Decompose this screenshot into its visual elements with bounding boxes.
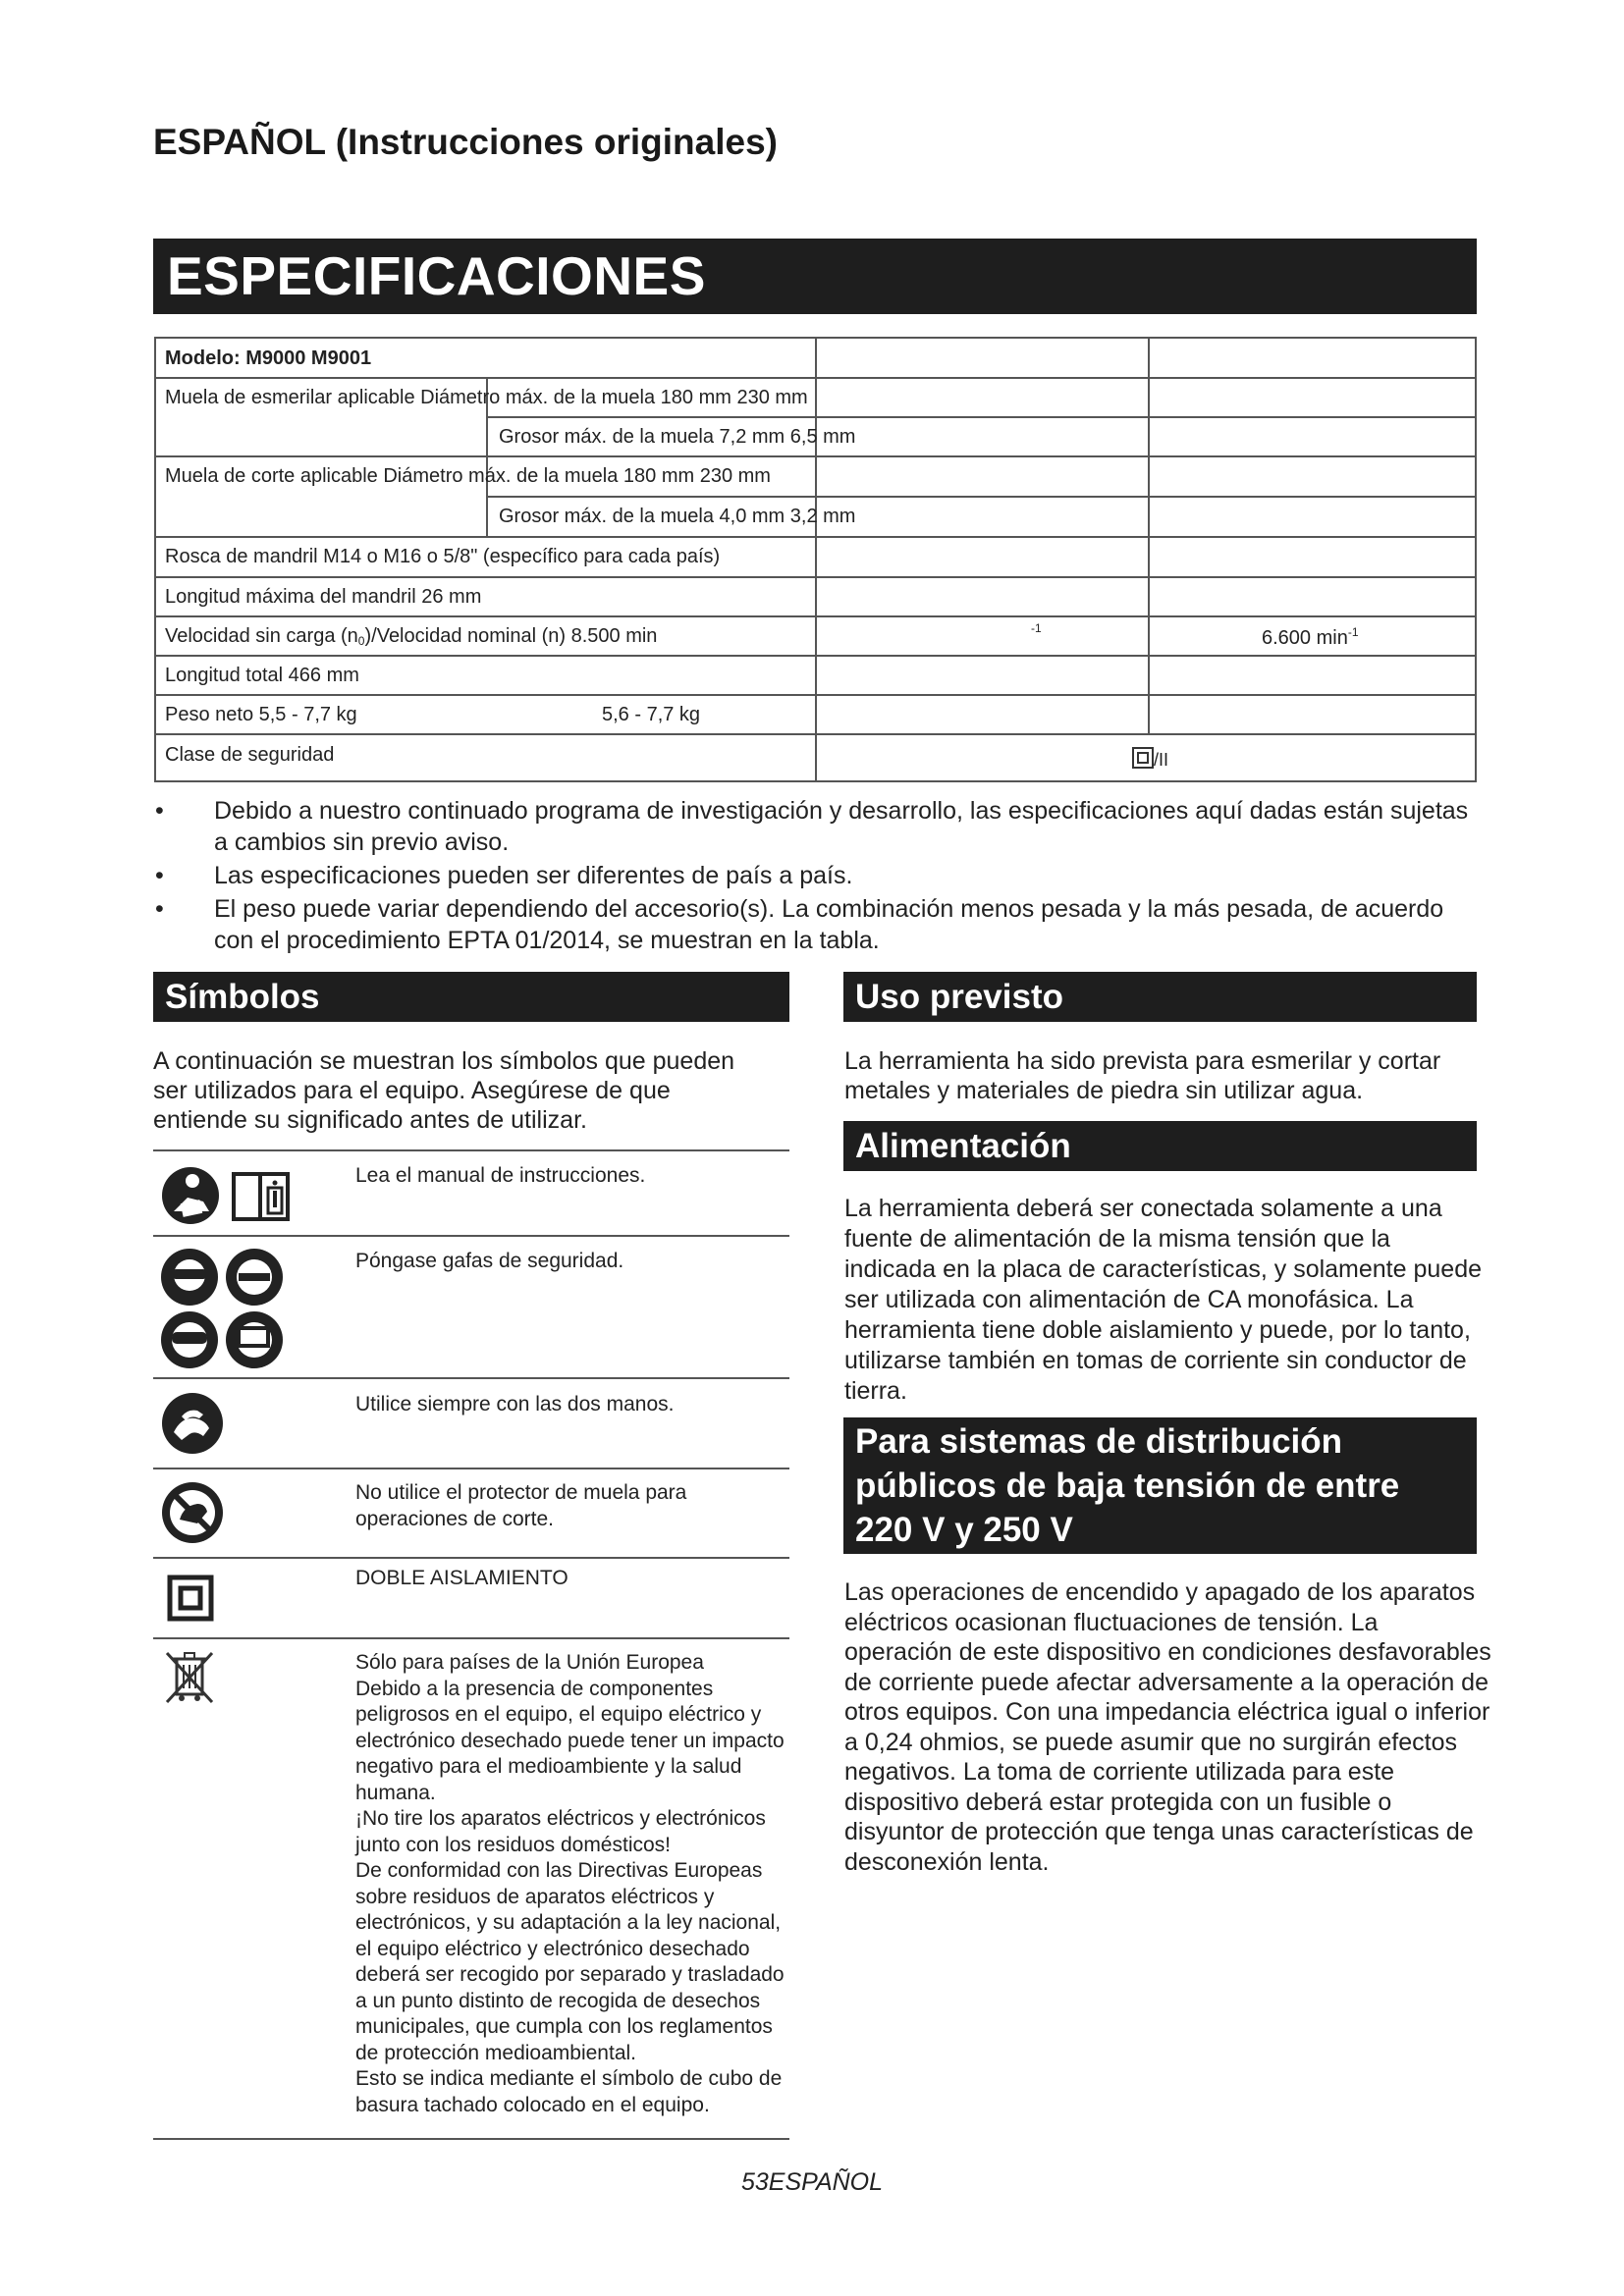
- symbol-text-safety-glasses: Póngase gafas de seguridad.: [355, 1250, 624, 1272]
- note-item: • Debido a nuestro continuado programa de investigación y desarrollo, las especificaciones aquí dadas están sujetas a cambios sin previo aviso.: [155, 797, 1469, 856]
- symbol-text-no-guard-cutting: No utilice el protector de muela para operaciones de corte.: [355, 1481, 687, 1530]
- read-manual-icon: [160, 1164, 301, 1227]
- intended-use-text: La herramienta ha sido prevista para esmerilar y cortar metales y materiales de piedra sin utilizar agua.: [844, 1047, 1441, 1104]
- symbol-text-two-hands: Utilice siempre con las dos manos.: [355, 1393, 675, 1415]
- cutting-wheel-diameter: Muela de corte aplicable Diámetro máx. de la muela 180 mm 230 mm: [165, 465, 771, 487]
- speed-value-2: 6.600 $\min^{-1}$: [1262, 625, 1359, 649]
- speed-exponent-1: -1: [1031, 621, 1042, 635]
- safety-glasses-icon: [160, 1246, 288, 1371]
- symbol-text-double-insulation: DOBLE AISLAMIENTO: [355, 1567, 568, 1589]
- specifications-banner: ESPECIFICACIONES: [153, 239, 1477, 314]
- spindle-thread: Rosca de mandril M14 o M16 o 5/8" (específico para cada país): [165, 546, 721, 567]
- net-weight: Peso neto 5,5 - 7,7 kg: [165, 704, 357, 725]
- cutting-wheel-thickness: Grosor máx. de la muela 4,0 mm 3,2 mm: [499, 506, 856, 527]
- power-supply-text: La herramienta deberá ser conectada solamente a una fuente de alimentación de la misma tensión que la indicada en la placa de características, y solamente puede ser utilizada con alimentación de CA monofásica. La herramienta tiene doble aislamiento y puede, por lo tanto, utilizarse también en tomas de corriente sin conductor de tierra.: [844, 1195, 1482, 1405]
- specifications-table: [154, 337, 1477, 782]
- distribution-banner: Para sistemas de distribución públicos de baja tensión de entre 220 V y 250 V: [843, 1417, 1477, 1554]
- model-label: Modelo: M9000 M9001: [165, 347, 372, 369]
- grinding-wheel-thickness: Grosor máx. de la muela 7,2 mm 6,5 mm: [499, 426, 856, 448]
- safety-class-value: /II: [1132, 747, 1168, 772]
- distribution-text: Las operaciones de encendido y apagado de los aparatos eléctricos ocasionan fluctuaciones de tensión. La operación de este dispositivo en condiciones desfavorables de corriente puede afectar adversamente a la operación de otros equipos. Con una impedancia eléctrica igual o inferior a 0,24 ohmios, se puede asumir que no surgirán efectos negativos. La toma de corriente utilizada para este dispositivo deberá estar protegida con un fusible o disyuntor de protección que tenga unas características de desconexión lenta.: [844, 1578, 1491, 1876]
- net-weight-2: 5,6 - 7,7 kg: [602, 704, 701, 725]
- note-item: • Las especificaciones pueden ser diferentes de país a país.: [155, 862, 853, 889]
- double-insulation-icon: [167, 1575, 214, 1622]
- total-length: Longitud total 466 mm: [165, 665, 359, 686]
- symbols-banner: Símbolos: [153, 972, 789, 1022]
- safety-class-label: Clase de seguridad: [165, 744, 335, 766]
- symbols-intro: A continuación se muestran los símbolos que pueden ser utilizados para el equipo. Asegúrese de que entiende su significado antes de utilizar.: [153, 1047, 735, 1134]
- intended-use-banner: Uso previsto: [843, 972, 1477, 1022]
- spindle-length: Longitud máxima del mandril 26 mm: [165, 586, 482, 608]
- symbol-text-read-manual: Lea el manual de instrucciones.: [355, 1164, 646, 1187]
- no-guard-cutting-icon: [160, 1480, 225, 1545]
- symbol-text-weee: Sólo para países de la Unión Europea Debido a la presencia de componentes peligrosos en el equipo, el equipo eléctrico y electrónico desechado puede tener un impacto negativo para el medioambiente y la salud humana. ¡No tire los aparatos eléctricos y electrónicos junto con los residuos domésticos! De conformidad con las Directivas Europeas sobre residuos de aparatos eléctricos y electrónicos, y su adaptación a la ley nacional, el equipo eléctrico y electrónico desechado deberá ser recogido por separado y trasladado a un punto distinto de recogida de desechos municipales, que cumpla con los reglamentos de protección medioambiental. Esto se indica mediante el símbolo de cubo de basura tachado colocado en el equipo.: [355, 1651, 785, 2116]
- specification-notes: [153, 795, 1489, 958]
- page-language-title: ESPAÑOL (Instrucciones originales): [153, 122, 778, 162]
- power-supply-banner: Alimentación: [843, 1121, 1477, 1171]
- two-hands-icon: [160, 1391, 225, 1456]
- note-item: • El peso puede variar dependiendo del accesorio(s). La combinación menos pesada y la más pesada, de acuerdo con el procedimiento EPTA 01/2014, se muestran en la tabla.: [155, 895, 1444, 954]
- double-insulation-icon: [1132, 747, 1154, 769]
- grinding-wheel-diameter: Muela de esmerilar aplicable Diámetro máx. de la muela 180 mm 230 mm: [165, 387, 808, 408]
- crossed-bin-icon: [163, 1649, 216, 1706]
- page-number: 53ESPAÑOL: [740, 2168, 884, 2196]
- speed-label: Velocidad sin carga $(n_0)$/Velocidad nominal (n) 8.500 min: [165, 625, 658, 648]
